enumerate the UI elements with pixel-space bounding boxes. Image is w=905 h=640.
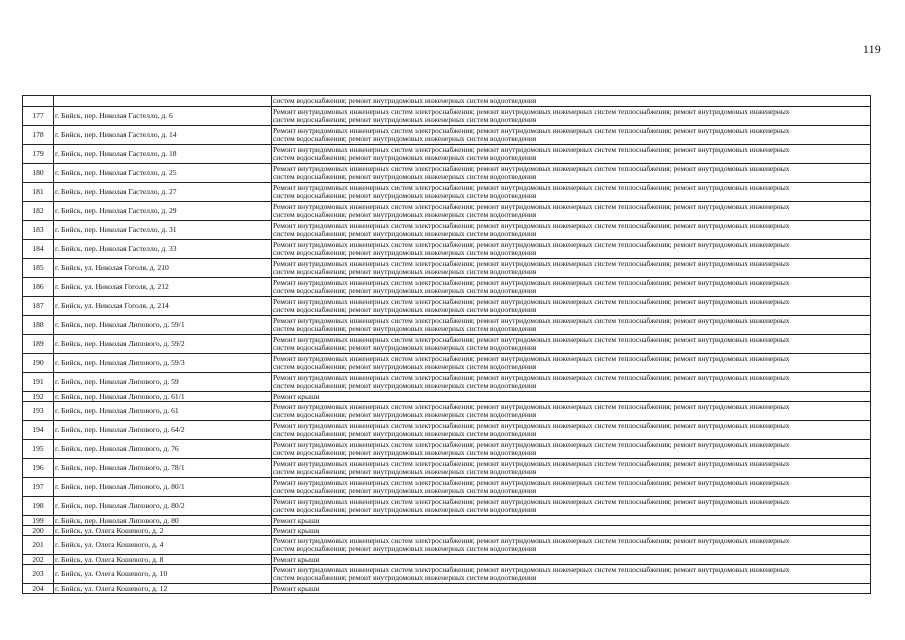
- table-row: [23, 96, 871, 107]
- row-number: 181: [23, 183, 54, 202]
- row-number: 184: [23, 240, 54, 259]
- row-number: 203: [23, 565, 54, 584]
- table-row: [23, 335, 871, 354]
- row-address: г. Бийск, ул. Николая Гоголя, д. 212: [54, 278, 272, 297]
- work-line: Ремонт внутридомовых инженерных систем электроснабжения; ремонт внутридомовых инженерных систем теплоснабжения; ремонт внутридомовых инженерных: [273, 498, 790, 506]
- table-row: [23, 164, 871, 183]
- row-work-description: [272, 373, 871, 392]
- work-line: Ремонт внутридомовых инженерных систем электроснабжения; ремонт внутридомовых инженерных систем теплоснабжения; ремонт внутридомовых инженерных: [273, 460, 790, 468]
- row-work-description: [272, 354, 871, 373]
- work-line: Ремонт крыши: [273, 516, 320, 525]
- table-body: [23, 96, 871, 594]
- table-row: [23, 145, 871, 164]
- row-address: г. Бийск, ул. Николая Гоголя, д. 214: [54, 297, 272, 316]
- work-line: Ремонт крыши: [273, 392, 320, 401]
- row-address: г. Бийск, ул. Олега Кошевого, д. 10: [54, 565, 272, 584]
- row-address: г. Бийск, пер. Николая Липового, д. 61/1: [54, 392, 272, 402]
- table-row: [23, 565, 871, 584]
- row-work-description: [272, 526, 871, 536]
- work-line: систем водоснабжения; ремонт внутридомовых инженерных систем водоотведения: [273, 344, 537, 352]
- work-line: систем водоснабжения; ремонт внутридомовых инженерных систем водоотведения: [273, 506, 537, 514]
- work-line: Ремонт внутридомовых инженерных систем электроснабжения; ремонт внутридомовых инженерных систем теплоснабжения; ремонт внутридомовых инженерных: [273, 241, 790, 249]
- row-address: г. Бийск, пер. Николая Гастелло, д. 25: [54, 164, 272, 183]
- row-work-description: [272, 126, 871, 145]
- table-row: [23, 278, 871, 297]
- row-work-description: [272, 278, 871, 297]
- row-work-description: [272, 392, 871, 402]
- repair-works-table: [22, 95, 871, 594]
- work-line: систем водоснабжения; ремонт внутридомовых инженерных систем водоотведения: [273, 325, 537, 333]
- row-number: 179: [23, 145, 54, 164]
- row-work-description: [272, 584, 871, 594]
- work-line: систем водоснабжения; ремонт внутридомовых инженерных систем водоотведения: [273, 116, 537, 124]
- work-line: Ремонт внутридомовых инженерных систем электроснабжения; ремонт внутридомовых инженерных систем теплоснабжения; ремонт внутридомовых инженерных: [273, 298, 790, 306]
- table-row: [23, 555, 871, 565]
- table-row: [23, 402, 871, 421]
- table-row: [23, 516, 871, 526]
- table-row: [23, 392, 871, 402]
- row-work-description: [272, 221, 871, 240]
- table-row: [23, 584, 871, 594]
- work-line: систем водоснабжения; ремонт внутридомовых инженерных систем водоотведения: [273, 382, 537, 390]
- work-line: Ремонт внутридомовых инженерных систем электроснабжения; ремонт внутридомовых инженерных систем теплоснабжения; ремонт внутридомовых инженерных: [273, 165, 790, 173]
- row-address: г. Бийск, пер. Николая Гастелло, д. 6: [54, 107, 272, 126]
- table-row: [23, 536, 871, 555]
- row-address: г. Бийск, пер. Николая Липового, д. 61: [54, 402, 272, 421]
- row-number: 197: [23, 478, 54, 497]
- work-line: Ремонт внутридомовых инженерных систем электроснабжения; ремонт внутридомовых инженерных систем теплоснабжения; ремонт внутридомовых инженерных: [273, 317, 790, 325]
- row-number: 198: [23, 497, 54, 516]
- row-work-description: [272, 421, 871, 440]
- table-row: [23, 221, 871, 240]
- row-address: г. Бийск, пер. Николая Липового, д. 80/1: [54, 478, 272, 497]
- work-line: систем водоснабжения; ремонт внутридомовых инженерных систем водоотведения: [273, 363, 537, 371]
- row-work-description: [272, 145, 871, 164]
- row-address: г. Бийск, пер. Николая Липового, д. 64/2: [54, 421, 272, 440]
- row-address: г. Бийск, пер. Николая Липового, д. 59/2: [54, 335, 272, 354]
- work-line: Ремонт внутридомовых инженерных систем электроснабжения; ремонт внутридомовых инженерных систем теплоснабжения; ремонт внутридомовых инженерных: [273, 537, 790, 545]
- row-number: 195: [23, 440, 54, 459]
- row-number: 190: [23, 354, 54, 373]
- table-row: [23, 107, 871, 126]
- table-row: [23, 354, 871, 373]
- work-line: Ремонт внутридомовых инженерных систем электроснабжения; ремонт внутридомовых инженерных систем теплоснабжения; ремонт внутридомовых инженерных: [273, 566, 790, 574]
- row-number: 201: [23, 536, 54, 555]
- row-work-description: [272, 565, 871, 584]
- work-line: Ремонт внутридомовых инженерных систем электроснабжения; ремонт внутридомовых инженерных систем теплоснабжения; ремонт внутридомовых инженерных: [273, 108, 790, 116]
- row-work-description: [272, 96, 871, 107]
- row-address: г. Бийск, пер. Николая Гастелло, д. 18: [54, 145, 272, 164]
- table-row: [23, 526, 871, 536]
- row-number: 177: [23, 107, 54, 126]
- row-work-description: [272, 107, 871, 126]
- row-address: г. Бийск, ул. Олега Кошевого, д. 8: [54, 555, 272, 565]
- work-line: Ремонт внутридомовых инженерных систем электроснабжения; ремонт внутридомовых инженерных систем теплоснабжения; ремонт внутридомовых инженерных: [273, 336, 790, 344]
- row-address: г. Бийск, пер. Николая Гастелло, д. 27: [54, 183, 272, 202]
- row-number: 199: [23, 516, 54, 526]
- row-number: 187: [23, 297, 54, 316]
- row-work-description: [272, 183, 871, 202]
- row-number: 200: [23, 526, 54, 536]
- work-line: систем водоснабжения; ремонт внутридомовых инженерных систем водоотведения: [273, 268, 537, 276]
- work-line: Ремонт внутридомовых инженерных систем электроснабжения; ремонт внутридомовых инженерных систем теплоснабжения; ремонт внутридомовых инженерных: [273, 146, 790, 154]
- work-line: Ремонт внутридомовых инженерных систем электроснабжения; ремонт внутридомовых инженерных систем теплоснабжения; ремонт внутридомовых инженерных: [273, 260, 790, 268]
- table-row: [23, 497, 871, 516]
- row-address: г. Бийск, пер. Николая Гастелло, д. 29: [54, 202, 272, 221]
- work-line: Ремонт внутридомовых инженерных систем электроснабжения; ремонт внутридомовых инженерных систем теплоснабжения; ремонт внутридомовых инженерных: [273, 127, 790, 135]
- work-line: Ремонт внутридомовых инженерных систем электроснабжения; ремонт внутридомовых инженерных систем теплоснабжения; ремонт внутридомовых инженерных: [273, 279, 790, 287]
- row-work-description: [272, 440, 871, 459]
- work-line: Ремонт крыши: [273, 526, 320, 535]
- table-row: [23, 297, 871, 316]
- work-line: Ремонт внутридомовых инженерных систем электроснабжения; ремонт внутридомовых инженерных систем теплоснабжения; ремонт внутридомовых инженерных: [273, 403, 790, 411]
- row-number: 193: [23, 402, 54, 421]
- row-work-description: [272, 297, 871, 316]
- work-line: систем водоснабжения; ремонт внутридомовых инженерных систем водоотведения: [273, 154, 537, 162]
- work-line: систем водоснабжения; ремонт внутридомовых инженерных систем водоотведения: [273, 135, 537, 143]
- row-address: г. Бийск, пер. Николая Липового, д. 80: [54, 516, 272, 526]
- table-row: [23, 421, 871, 440]
- row-number: 194: [23, 421, 54, 440]
- work-line: систем водоснабжения; ремонт внутридомовых инженерных систем водоотведения: [273, 306, 537, 314]
- work-line: Ремонт внутридомовых инженерных систем электроснабжения; ремонт внутридомовых инженерных систем теплоснабжения; ремонт внутридомовых инженерных: [273, 355, 790, 363]
- row-address: г. Бийск, ул. Олега Кошевого, д. 2: [54, 526, 272, 536]
- row-address: г. Бийск, пер. Николая Гастелло, д. 31: [54, 221, 272, 240]
- row-work-description: [272, 497, 871, 516]
- row-work-description: [272, 536, 871, 555]
- work-line: систем водоснабжения; ремонт внутридомовых инженерных систем водоотведения: [273, 192, 537, 200]
- row-address: г. Бийск, ул. Олега Кошевого, д. 12: [54, 584, 272, 594]
- row-address: г. Бийск, ул. Николая Гоголя, д. 210: [54, 259, 272, 278]
- work-line: систем водоснабжения; ремонт внутридомовых инженерных систем водоотведения: [273, 249, 537, 257]
- row-address: [54, 96, 272, 107]
- table-row: [23, 478, 871, 497]
- row-number: 192: [23, 392, 54, 402]
- work-line: систем водоснабжения; ремонт внутридомовых инженерных систем водоотведения: [273, 173, 537, 181]
- work-line: систем водоснабжения; ремонт внутридомовых инженерных систем водоотведения: [273, 97, 537, 105]
- row-number: 196: [23, 459, 54, 478]
- work-line: Ремонт внутридомовых инженерных систем электроснабжения; ремонт внутридомовых инженерных систем теплоснабжения; ремонт внутридомовых инженерных: [273, 374, 790, 382]
- row-address: г. Бийск, пер. Николая Гастелло, д. 14: [54, 126, 272, 145]
- work-line: Ремонт внутридомовых инженерных систем электроснабжения; ремонт внутридомовых инженерных систем теплоснабжения; ремонт внутридомовых инженерных: [273, 222, 790, 230]
- row-work-description: [272, 164, 871, 183]
- row-number: 191: [23, 373, 54, 392]
- table-row: [23, 126, 871, 145]
- work-line: систем водоснабжения; ремонт внутридомовых инженерных систем водоотведения: [273, 230, 537, 238]
- work-line: систем водоснабжения; ремонт внутридомовых инженерных систем водоотведения: [273, 287, 537, 295]
- row-number: 178: [23, 126, 54, 145]
- row-address: г. Бийск, пер. Николая Липового, д. 59/3: [54, 354, 272, 373]
- row-work-description: [272, 402, 871, 421]
- row-number: 185: [23, 259, 54, 278]
- work-line: Ремонт внутридомовых инженерных систем электроснабжения; ремонт внутридомовых инженерных систем теплоснабжения; ремонт внутридомовых инженерных: [273, 441, 790, 449]
- work-line: систем водоснабжения; ремонт внутридомовых инженерных систем водоотведения: [273, 430, 537, 438]
- table-row: [23, 259, 871, 278]
- work-line: Ремонт крыши: [273, 584, 320, 593]
- row-work-description: [272, 240, 871, 259]
- page-number: 119: [862, 42, 881, 56]
- row-number: 202: [23, 555, 54, 565]
- row-number: 183: [23, 221, 54, 240]
- work-line: систем водоснабжения; ремонт внутридомовых инженерных систем водоотведения: [273, 211, 537, 219]
- row-work-description: [272, 555, 871, 565]
- row-number: 188: [23, 316, 54, 335]
- row-address: г. Бийск, пер. Николая Гастелло, д. 33: [54, 240, 272, 259]
- row-number: [23, 96, 54, 107]
- row-address: г. Бийск, пер. Николая Липового, д. 80/2: [54, 497, 272, 516]
- row-number: 182: [23, 202, 54, 221]
- work-line: Ремонт внутридомовых инженерных систем электроснабжения; ремонт внутридомовых инженерных систем теплоснабжения; ремонт внутридомовых инженерных: [273, 203, 790, 211]
- work-line: систем водоснабжения; ремонт внутридомовых инженерных систем водоотведения: [273, 468, 537, 476]
- table-row: [23, 373, 871, 392]
- work-line: систем водоснабжения; ремонт внутридомовых инженерных систем водоотведения: [273, 411, 537, 419]
- table-row: [23, 202, 871, 221]
- work-line: Ремонт внутридомовых инженерных систем электроснабжения; ремонт внутридомовых инженерных систем теплоснабжения; ремонт внутридомовых инженерных: [273, 422, 790, 430]
- row-work-description: [272, 516, 871, 526]
- row-address: г. Бийск, пер. Николая Липового, д. 76: [54, 440, 272, 459]
- table-row: [23, 459, 871, 478]
- row-work-description: [272, 459, 871, 478]
- table-row: [23, 440, 871, 459]
- work-line: систем водоснабжения; ремонт внутридомовых инженерных систем водоотведения: [273, 449, 537, 457]
- work-line: систем водоснабжения; ремонт внутридомовых инженерных систем водоотведения: [273, 574, 537, 582]
- row-address: г. Бийск, пер. Николая Липового, д. 59/1: [54, 316, 272, 335]
- row-work-description: [272, 335, 871, 354]
- row-work-description: [272, 259, 871, 278]
- row-address: г. Бийск, ул. Олега Кошевого, д. 4: [54, 536, 272, 555]
- row-number: 186: [23, 278, 54, 297]
- row-work-description: [272, 478, 871, 497]
- work-line: Ремонт внутридомовых инженерных систем электроснабжения; ремонт внутридомовых инженерных систем теплоснабжения; ремонт внутридомовых инженерных: [273, 479, 790, 487]
- work-line: систем водоснабжения; ремонт внутридомовых инженерных систем водоотведения: [273, 487, 537, 495]
- table-row: [23, 316, 871, 335]
- work-line: Ремонт крыши: [273, 555, 320, 564]
- row-number: 189: [23, 335, 54, 354]
- row-work-description: [272, 202, 871, 221]
- work-line: Ремонт внутридомовых инженерных систем электроснабжения; ремонт внутридомовых инженерных систем теплоснабжения; ремонт внутридомовых инженерных: [273, 184, 790, 192]
- work-line: систем водоснабжения; ремонт внутридомовых инженерных систем водоотведения: [273, 545, 537, 553]
- table-row: [23, 183, 871, 202]
- row-number: 180: [23, 164, 54, 183]
- table-row: [23, 240, 871, 259]
- row-work-description: [272, 316, 871, 335]
- row-address: г. Бийск, пер. Николая Липового, д. 59: [54, 373, 272, 392]
- row-address: г. Бийск, пер. Николая Липового, д. 78/1: [54, 459, 272, 478]
- row-number: 204: [23, 584, 54, 594]
